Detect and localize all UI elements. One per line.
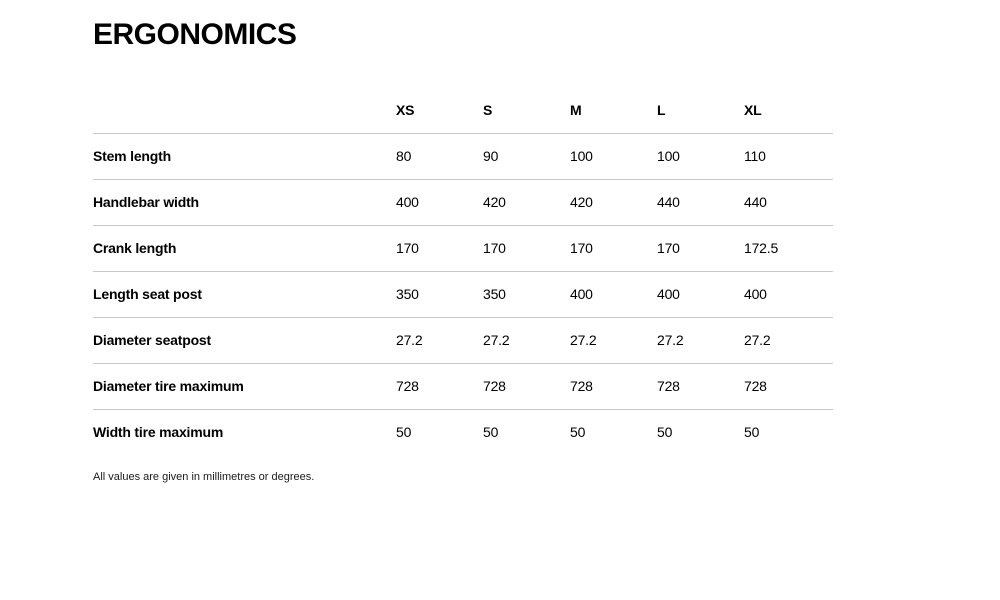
cell: 50 <box>657 424 673 441</box>
row-label: Crank length <box>93 240 177 256</box>
cell: 50 <box>570 424 586 441</box>
table-row-diameter-tire-maximum <box>93 363 833 409</box>
cell: 170 <box>396 240 419 256</box>
row-label: Handlebar width <box>93 194 199 210</box>
cell: 100 <box>657 148 680 164</box>
cell: 170 <box>570 240 593 256</box>
size-header-s: S <box>483 102 493 119</box>
table-row-diameter-seatpost <box>93 317 833 363</box>
cell: 80 <box>396 148 412 164</box>
table-row-stem-length <box>93 133 833 179</box>
cell: 50 <box>396 424 412 441</box>
cell: 110 <box>744 148 766 164</box>
cell: 440 <box>657 194 680 210</box>
cell: 420 <box>570 194 593 210</box>
size-header-xs: XS <box>396 102 415 119</box>
size-header-xl: XL <box>744 102 762 119</box>
cell: 350 <box>483 286 506 302</box>
cell: 27.2 <box>483 332 510 348</box>
table-row-crank-length <box>93 225 833 271</box>
cell: 100 <box>570 148 593 164</box>
cell: 170 <box>483 240 506 256</box>
cell: 27.2 <box>570 332 597 348</box>
units-footnote: All values are given in millimetres or degrees. <box>93 471 315 483</box>
cell: 27.2 <box>396 332 423 348</box>
cell: 172.5 <box>744 240 779 256</box>
row-label: Length seat post <box>93 286 202 302</box>
cell: 420 <box>483 194 506 210</box>
cell: 50 <box>483 424 499 441</box>
cell: 728 <box>396 378 419 394</box>
cell: 90 <box>483 148 499 164</box>
size-header-m: M <box>570 102 582 119</box>
row-label: Width tire maximum <box>93 424 224 441</box>
section-title: ERGONOMICS <box>93 18 297 51</box>
cell: 27.2 <box>744 332 771 348</box>
cell: 400 <box>657 286 680 302</box>
table-row-width-tire-maximum <box>93 409 833 455</box>
ergonomics-table <box>93 88 833 455</box>
cell: 400 <box>570 286 593 302</box>
empty-header-cell <box>93 88 396 133</box>
cell: 440 <box>744 194 767 210</box>
table-row-length-seat-post <box>93 271 833 317</box>
row-label: Diameter seatpost <box>93 332 211 348</box>
size-header-l: L <box>657 102 666 119</box>
cell: 50 <box>744 424 760 441</box>
cell: 728 <box>570 378 593 394</box>
cell: 728 <box>657 378 680 394</box>
row-label: Diameter tire maximum <box>93 378 244 394</box>
cell: 27.2 <box>657 332 684 348</box>
cell: 728 <box>744 378 767 394</box>
cell: 170 <box>657 240 680 256</box>
cell: 728 <box>483 378 506 394</box>
size-header-row <box>93 88 833 133</box>
row-label: Stem length <box>93 148 171 164</box>
cell: 400 <box>396 194 419 210</box>
cell: 350 <box>396 286 419 302</box>
cell: 400 <box>744 286 767 302</box>
table-row-handlebar-width <box>93 179 833 225</box>
